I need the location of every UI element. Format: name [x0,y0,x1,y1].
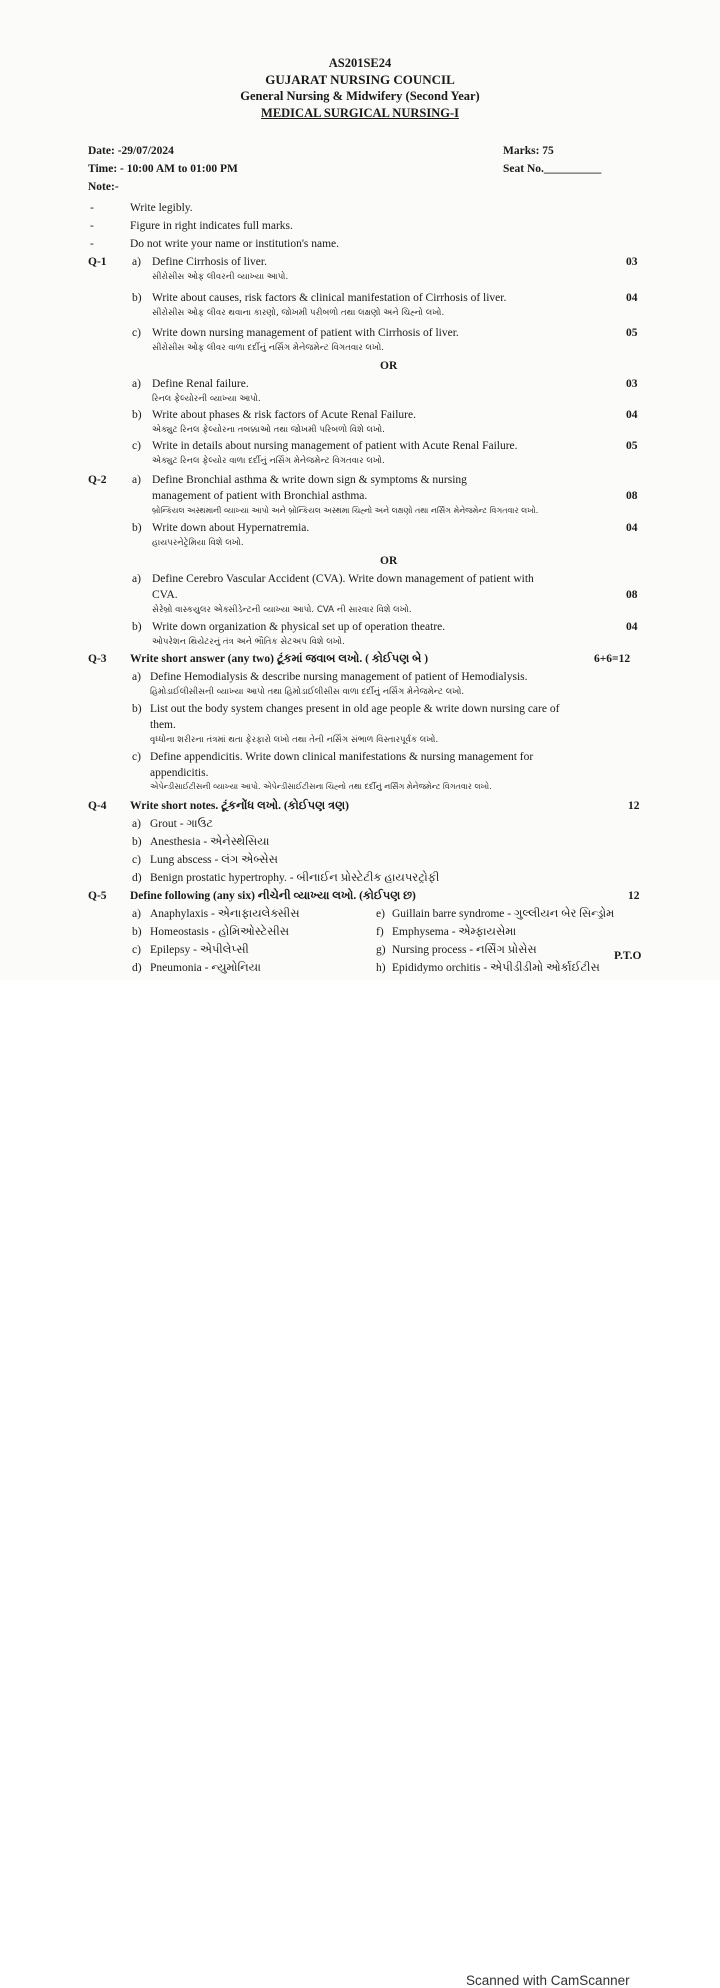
question-text: List out the body system changes present in old age people & write down nursing care of [150,703,560,715]
subject-title: MEDICAL SURGICAL NURSING-I [261,106,459,120]
question-marks: 12 [628,800,640,812]
sub-question-letter: b) [132,292,142,304]
question-text: Write down nursing management of patient with Cirrhosis of liver. [152,327,459,339]
note-text: Write legibly. [130,202,193,214]
or-separator: OR [380,360,398,372]
question-text-gujarati: ઓપરેશન થિયેટરનું તંત્ર અને ભૌતિક સેટઅપ વિશે લખો. [152,637,345,647]
note-bullet: - [90,202,94,214]
paper-code: AS201SE24 [328,56,392,70]
list-item-letter: d) [132,872,142,884]
question-title: Define following (any six) નીચેની વ્યાખ્યા લખો. (કોઈપણ છ) [130,890,416,902]
list-item-letter: a) [132,818,141,830]
list-item-letter: b) [132,836,142,848]
list-item-letter: b) [132,926,142,938]
list-item: Anesthesia - એનેસ્થેસિયા [150,836,270,848]
sub-question-letter: a) [132,378,141,390]
question-marks: 03 [626,378,638,390]
list-item-letter: g) [376,944,386,956]
course-name: General Nursing & Midwifery (Second Year) [240,89,480,103]
question-text: Write in details about nursing management of patient with Acute Renal Failure. [152,440,518,452]
question-text: Define Cirrhosis of liver. [152,256,267,268]
sub-question-letter: a) [132,573,141,585]
question-marks: 05 [626,327,638,339]
question-text-gujarati: એક્યુટ રિનલ ફેલ્યોરના તબક્કાઓ તથા જોખમી પરિબળો વિશે લખો. [152,425,385,435]
sub-question-letter: c) [132,327,141,339]
question-marks: 03 [626,256,638,268]
question-marks: 12 [628,890,640,902]
question-label: Q-5 [88,890,107,902]
sub-question-letter: b) [132,409,142,421]
question-text-gujarati: હિમોડાઈલીસીસની વ્યાખ્યા આપો તથા હિમોડાઈલીસીસ વાળા દર્દીનું નર્સિંગ મેનેજમેન્ટ લખો. [150,687,465,697]
question-text-gujarati: બ્રોન્કિયલ અસ્થમાની વ્યાખ્યા આપો અને બ્રોન્કિયલ અસ્થમા ચિહ્નો અને લક્ષણો તથા નર્સિંગ મેનેજમેન્ટ વિગતવાર લખો. [152,506,539,515]
question-text: Write about causes, risk factors & clinical manifestation of Cirrhosis of liver. [152,292,507,304]
note-label: Note:- [88,181,119,193]
council-name: GUJARAT NURSING COUNCIL [265,72,455,87]
scanner-footer [0,980,720,1988]
list-item: Anaphylaxis - એનાફાયલેક્સીસ [150,908,300,920]
or-separator: OR [380,555,398,567]
question-text: Define Bronchial asthma & write down sign & symptoms & nursing [152,474,467,486]
question-marks: 6+6=12 [594,653,631,665]
list-item: Pneumonia - ન્યુમોનિયા [150,962,261,974]
list-item: Epididymo orchitis - એપીડીડીમો ઓર્કાઈટીસ [392,962,600,974]
list-item: Nursing process - નર્સિંગ પ્રોસેસ [392,944,537,956]
exam-date: Date: -29/07/2024 [88,145,174,157]
question-marks: 08 [626,589,638,601]
exam-time: Time: - 10:00 AM to 01:00 PM [88,163,238,175]
total-marks: Marks: 75 [503,145,554,157]
question-text-gujarati: સીરોસીસ ઓફ લીવર વાળા દર્દીનું નર્સિંગ મેનેજમેન્ટ વિગતવાર લખો. [152,343,384,353]
question-marks: 04 [626,409,638,421]
sub-question-letter: a) [132,474,141,486]
question-text: Write about phases & risk factors of Acute Renal Failure. [152,409,416,421]
question-text-gujarati: એપેન્ડીસાઈટીસની વ્યાખ્યા આપો. એપેન્ડીસાઈટીસના ચિહ્નો તથા દર્દીનું નર્સિંગ મેનેજમેન્ટ વિગતવાર લખો. [150,782,492,791]
question-marks: 04 [626,522,638,534]
question-marks: 05 [626,440,638,452]
question-text: Define appendicitis. Write down clinical manifestations & nursing management for [150,751,534,763]
note-bullet: - [90,220,94,232]
list-item: Grout - ગાઉટ [150,818,214,830]
note-text: Do not write your name or institution's name. [130,238,340,250]
question-text: appendicitis. [150,767,209,779]
question-text-gujarati: સીરોસીસ ઓફ લીવરની વ્યાખ્યા આપો. [152,272,289,282]
list-item-letter: a) [132,908,141,920]
question-label: Q-3 [88,653,107,665]
sub-question-letter: c) [132,751,141,763]
list-item: Benign prostatic hypertrophy. - બીનાઈન પ્રોસ્ટેટીક હાયપરટ્રોફી [150,872,440,884]
list-item: Emphysema - એમ્ફાયસેમા [392,926,517,938]
scanner-watermark: Scanned with CamScanner [466,1973,630,1988]
sub-question-letter: c) [132,440,141,452]
list-item: Lung abscess - લંગ એબ્સેસ [150,854,278,866]
question-text: Write down about Hypernatremia. [152,522,310,534]
list-item-letter: d) [132,962,142,974]
question-text: Define Hemodialysis & describe nursing management of patient of Hemodialysis. [150,671,528,683]
list-item-letter: c) [132,854,141,866]
note-bullet: - [90,238,94,250]
sub-question-letter: a) [132,671,141,683]
question-label: Q-4 [88,800,107,812]
pto-label: P.T.O [614,950,642,962]
sub-question-letter: b) [132,621,142,633]
question-title: Write short notes. ટૂંકનોંધ લખો. (કોઈપણ ત્રણ) [130,800,349,812]
list-item: Epilepsy - એપીલેપ્સી [150,944,249,956]
sub-question-letter: a) [132,256,141,268]
question-marks: 04 [626,292,638,304]
question-text: Define Renal failure. [152,378,249,390]
sub-question-letter: b) [132,703,142,715]
list-item: Homeostasis - હોમિઓસ્ટેસીસ [150,926,290,938]
question-text: Define Cerebro Vascular Accident (CVA). Write down management of patient with [152,573,534,585]
question-text-gujarati: રિનલ ફેલ્યોરની વ્યાખ્યા આપો. [152,394,261,404]
note-text: Figure in right indicates full marks. [130,220,293,232]
question-title: Write short answer (any two) ટૂંકમાં જવાબ લખો. ( કોઈપણ બે ) [130,653,429,665]
question-text-gujarati: સેરેબ્રો વાસ્કયુલર એક્સીડેન્ટની વ્યાખ્યા આપો. CVA ની સારવાર વિશે લખો. [152,605,412,615]
list-item-letter: f) [376,926,384,938]
list-item-letter: e) [376,908,385,920]
question-text: them. [150,719,176,731]
question-label: Q-1 [88,256,107,268]
list-item-letter: c) [132,944,141,956]
question-text: management of patient with Bronchial asthma. [152,490,368,502]
question-marks: 08 [626,490,638,502]
list-item-letter: h) [376,962,386,974]
question-text-gujarati: હાયપરનેટ્રેમિયા વિશે લખો. [152,538,244,548]
list-item: Guillain barre syndrome - ગુલ્લીયન બેર સિન્ડ્રોમ [392,908,615,920]
seat-number: Seat No.__________ [503,163,602,175]
question-text: Write down organization & physical set up of operation theatre. [152,621,446,633]
question-text: CVA. [152,589,178,601]
question-marks: 04 [626,621,638,633]
question-label: Q-2 [88,474,107,486]
question-text-gujarati: એક્યુટ રિનલ ફેલ્યોર વાળા દર્દીનું નર્સિંગ મેનેજમેન્ટ વિગતવાર લખો. [152,456,385,466]
question-text-gujarati: વૃધ્ધોના શરીરના તંત્રમાં થતા ફેરફારો લખો તથા તેની નર્સિંગ સંભાળ વિસ્તારપૂર્વક લખો. [150,735,439,745]
sub-question-letter: b) [132,522,142,534]
question-text-gujarati: સીરોસીસ ઓફ લીવર થવાના કારણો, જોખમી પરીબળો તથા લક્ષણો અને ચિહ્નો લખો. [152,308,445,318]
